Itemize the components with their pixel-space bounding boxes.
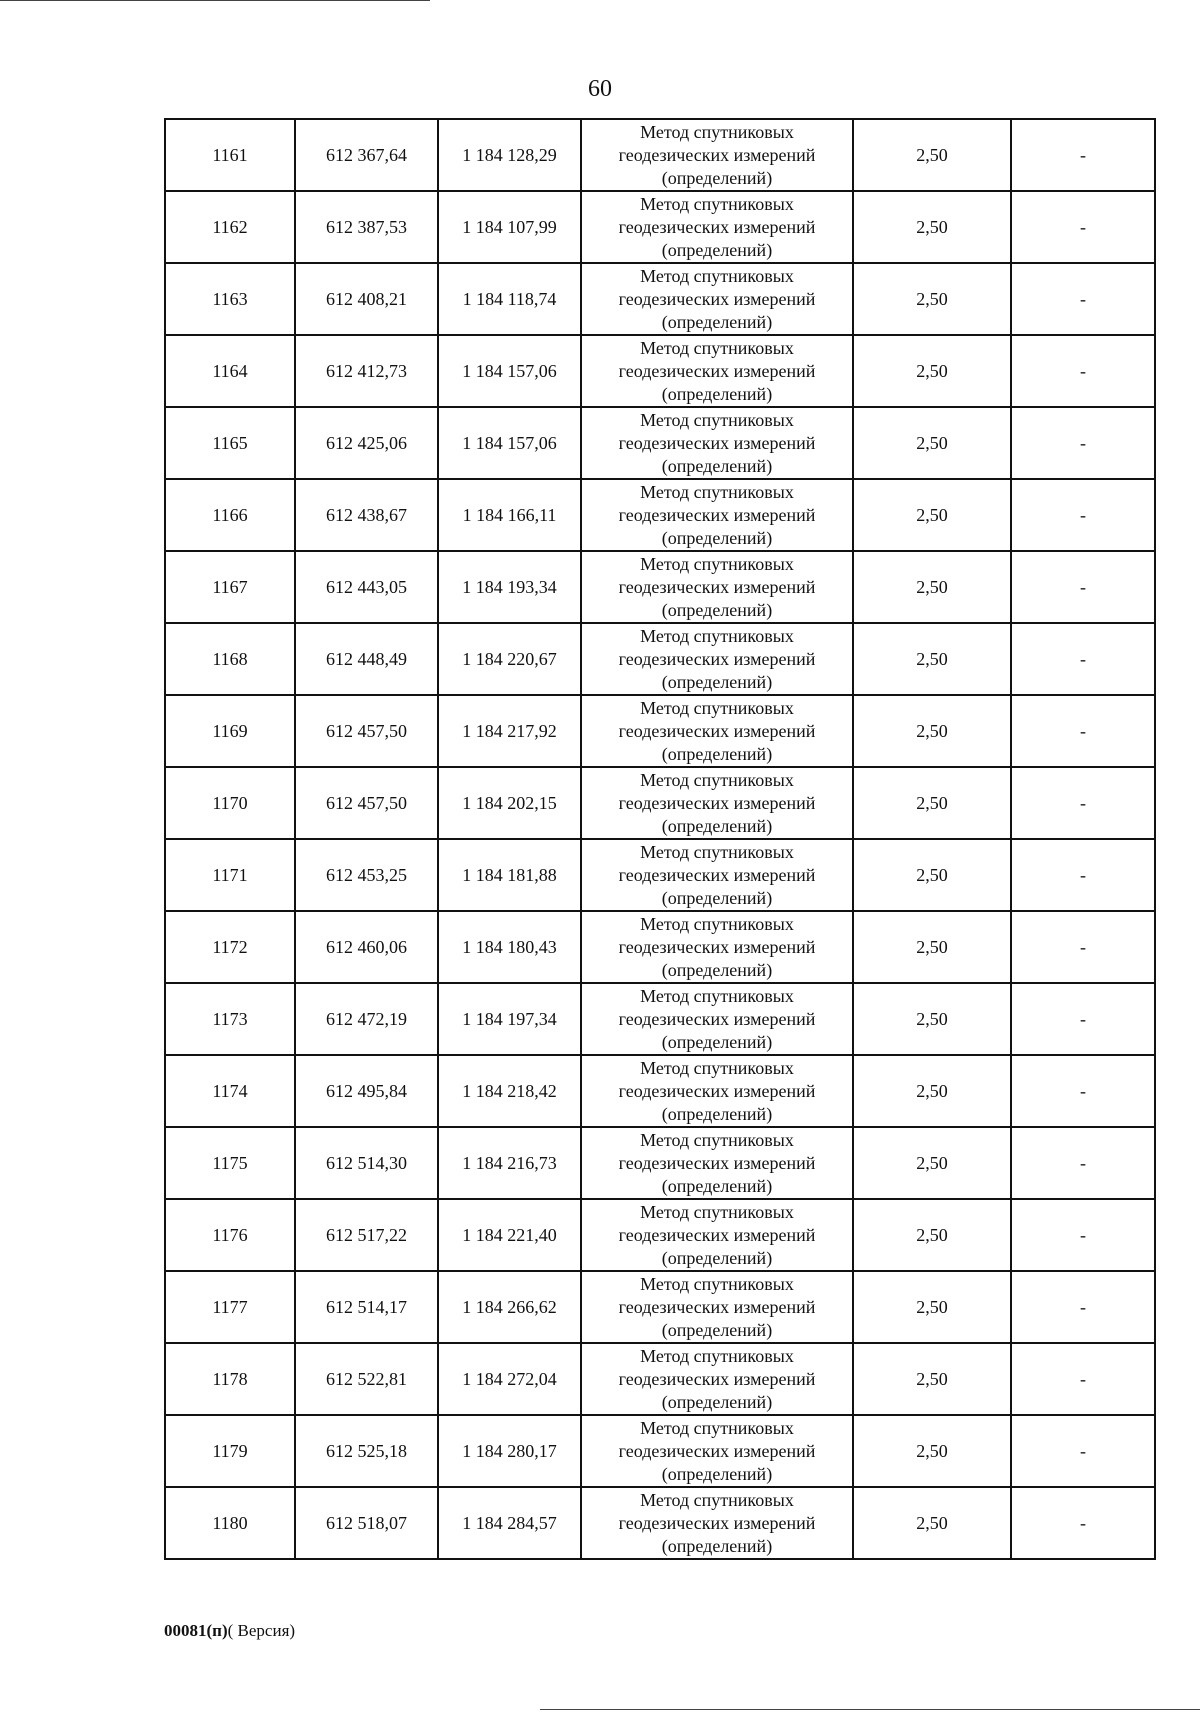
accuracy-cell: 2,50 <box>853 1271 1011 1343</box>
x-coordinate-cell: 612 367,64 <box>295 119 438 191</box>
y-coordinate-cell: 1 184 221,40 <box>438 1199 581 1271</box>
method-cell <box>581 263 853 335</box>
point-number-cell: 1174 <box>165 1055 295 1127</box>
point-number-cell: 1169 <box>165 695 295 767</box>
method-line: геодезических измерений <box>618 1152 816 1173</box>
method-line: геодезических измерений <box>618 576 816 597</box>
point-number-cell: 1161 <box>165 119 295 191</box>
dash-cell: - <box>1011 767 1155 839</box>
method-cell <box>581 1343 853 1415</box>
method-line: геодезических измерений <box>618 1296 816 1317</box>
table-row <box>165 911 1155 983</box>
top-rule <box>0 0 430 1</box>
method-line: (определений) <box>661 1319 773 1340</box>
table-row <box>165 551 1155 623</box>
dash-cell: - <box>1011 1055 1155 1127</box>
method-line: геодезических измерений <box>618 1512 816 1533</box>
accuracy-cell: 2,50 <box>853 263 1011 335</box>
method-line: (определений) <box>661 239 773 260</box>
accuracy-cell: 2,50 <box>853 767 1011 839</box>
y-coordinate-cell: 1 184 157,06 <box>438 335 581 407</box>
point-number-cell: 1179 <box>165 1415 295 1487</box>
x-coordinate-cell: 612 412,73 <box>295 335 438 407</box>
method-cell <box>581 983 853 1055</box>
point-number-cell: 1167 <box>165 551 295 623</box>
x-coordinate-cell: 612 517,22 <box>295 1199 438 1271</box>
y-coordinate-cell: 1 184 193,34 <box>438 551 581 623</box>
x-coordinate-cell: 612 425,06 <box>295 407 438 479</box>
dash-cell: - <box>1011 1343 1155 1415</box>
table-row <box>165 1199 1155 1271</box>
footer-version: ( Версия) <box>227 1621 296 1640</box>
accuracy-cell: 2,50 <box>853 911 1011 983</box>
method-line: геодезических измерений <box>618 360 816 381</box>
table-row <box>165 479 1155 551</box>
method-line: (определений) <box>661 671 773 692</box>
method-line: (определений) <box>661 1031 773 1052</box>
x-coordinate-cell: 612 472,19 <box>295 983 438 1055</box>
dash-cell: - <box>1011 623 1155 695</box>
method-line: геодезических измерений <box>618 1368 816 1389</box>
table-row <box>165 767 1155 839</box>
method-cell <box>581 695 853 767</box>
accuracy-cell: 2,50 <box>853 119 1011 191</box>
method-cell <box>581 1271 853 1343</box>
table-row <box>165 983 1155 1055</box>
accuracy-cell: 2,50 <box>853 839 1011 911</box>
method-cell <box>581 479 853 551</box>
footer-code: 00081(п) <box>164 1621 228 1640</box>
method-line: (определений) <box>661 383 773 404</box>
coordinates-table <box>164 118 1156 1560</box>
dash-cell: - <box>1011 335 1155 407</box>
method-line: Метод спутниковых <box>640 769 794 790</box>
method-line: Метод спутниковых <box>640 841 794 862</box>
accuracy-cell: 2,50 <box>853 1415 1011 1487</box>
dash-cell: - <box>1011 407 1155 479</box>
point-number-cell: 1168 <box>165 623 295 695</box>
accuracy-cell: 2,50 <box>853 695 1011 767</box>
dash-cell: - <box>1011 263 1155 335</box>
method-line: геодезических измерений <box>618 1080 816 1101</box>
footer-document-code <box>164 1620 295 1642</box>
dash-cell: - <box>1011 839 1155 911</box>
y-coordinate-cell: 1 184 272,04 <box>438 1343 581 1415</box>
method-line: (определений) <box>661 1175 773 1196</box>
accuracy-cell: 2,50 <box>853 1127 1011 1199</box>
point-number-cell: 1171 <box>165 839 295 911</box>
point-number-cell: 1162 <box>165 191 295 263</box>
accuracy-cell: 2,50 <box>853 479 1011 551</box>
method-line: Метод спутниковых <box>640 1129 794 1150</box>
method-line: Метод спутниковых <box>640 1345 794 1366</box>
method-line: (определений) <box>661 743 773 764</box>
method-line: геодезических измерений <box>618 432 816 453</box>
method-line: Метод спутниковых <box>640 265 794 286</box>
method-line: Метод спутниковых <box>640 193 794 214</box>
table-row <box>165 335 1155 407</box>
method-line: (определений) <box>661 1103 773 1124</box>
x-coordinate-cell: 612 514,17 <box>295 1271 438 1343</box>
method-line: Метод спутниковых <box>640 1489 794 1510</box>
dash-cell: - <box>1011 911 1155 983</box>
method-line: (определений) <box>661 1247 773 1268</box>
table-row <box>165 695 1155 767</box>
dash-cell: - <box>1011 1199 1155 1271</box>
method-line: (определений) <box>661 887 773 908</box>
method-cell <box>581 551 853 623</box>
bottom-rule <box>540 1709 1200 1710</box>
method-cell <box>581 407 853 479</box>
x-coordinate-cell: 612 443,05 <box>295 551 438 623</box>
method-cell <box>581 119 853 191</box>
table-row <box>165 839 1155 911</box>
y-coordinate-cell: 1 184 180,43 <box>438 911 581 983</box>
page-number: 60 <box>588 76 612 102</box>
method-line: Метод спутниковых <box>640 1273 794 1294</box>
method-cell <box>581 1127 853 1199</box>
point-number-cell: 1172 <box>165 911 295 983</box>
method-cell <box>581 623 853 695</box>
method-cell <box>581 1199 853 1271</box>
table-row <box>165 623 1155 695</box>
method-line: геодезических измерений <box>618 1008 816 1029</box>
method-line: Метод спутниковых <box>640 697 794 718</box>
y-coordinate-cell: 1 184 181,88 <box>438 839 581 911</box>
point-number-cell: 1164 <box>165 335 295 407</box>
point-number-cell: 1170 <box>165 767 295 839</box>
method-line: геодезических измерений <box>618 936 816 957</box>
dash-cell: - <box>1011 191 1155 263</box>
x-coordinate-cell: 612 387,53 <box>295 191 438 263</box>
table-row <box>165 1127 1155 1199</box>
table-row <box>165 1415 1155 1487</box>
table-row <box>165 1055 1155 1127</box>
x-coordinate-cell: 612 518,07 <box>295 1487 438 1559</box>
y-coordinate-cell: 1 184 218,42 <box>438 1055 581 1127</box>
x-coordinate-cell: 612 522,81 <box>295 1343 438 1415</box>
table-row <box>165 407 1155 479</box>
y-coordinate-cell: 1 184 157,06 <box>438 407 581 479</box>
method-line: геодезических измерений <box>618 144 816 165</box>
point-number-cell: 1163 <box>165 263 295 335</box>
x-coordinate-cell: 612 408,21 <box>295 263 438 335</box>
method-cell <box>581 839 853 911</box>
x-coordinate-cell: 612 514,30 <box>295 1127 438 1199</box>
method-line: (определений) <box>661 527 773 548</box>
method-line: геодезических измерений <box>618 1440 816 1461</box>
method-cell <box>581 1055 853 1127</box>
x-coordinate-cell: 612 448,49 <box>295 623 438 695</box>
y-coordinate-cell: 1 184 266,62 <box>438 1271 581 1343</box>
dash-cell: - <box>1011 1127 1155 1199</box>
method-line: геодезических измерений <box>618 1224 816 1245</box>
table-row <box>165 263 1155 335</box>
method-line: геодезических измерений <box>618 216 816 237</box>
method-line: (определений) <box>661 311 773 332</box>
y-coordinate-cell: 1 184 107,99 <box>438 191 581 263</box>
dash-cell: - <box>1011 551 1155 623</box>
point-number-cell: 1175 <box>165 1127 295 1199</box>
method-line: Метод спутниковых <box>640 1201 794 1222</box>
x-coordinate-cell: 612 457,50 <box>295 767 438 839</box>
method-line: (определений) <box>661 599 773 620</box>
y-coordinate-cell: 1 184 216,73 <box>438 1127 581 1199</box>
dash-cell: - <box>1011 119 1155 191</box>
x-coordinate-cell: 612 453,25 <box>295 839 438 911</box>
method-line: Метод спутниковых <box>640 409 794 430</box>
accuracy-cell: 2,50 <box>853 623 1011 695</box>
method-cell <box>581 1487 853 1559</box>
coordinates-table-body <box>165 119 1155 1559</box>
method-line: геодезических измерений <box>618 792 816 813</box>
y-coordinate-cell: 1 184 284,57 <box>438 1487 581 1559</box>
accuracy-cell: 2,50 <box>853 1487 1011 1559</box>
method-line: Метод спутниковых <box>640 337 794 358</box>
method-line: Метод спутниковых <box>640 553 794 574</box>
table-row <box>165 119 1155 191</box>
dash-cell: - <box>1011 983 1155 1055</box>
method-line: (определений) <box>661 1463 773 1484</box>
y-coordinate-cell: 1 184 217,92 <box>438 695 581 767</box>
x-coordinate-cell: 612 457,50 <box>295 695 438 767</box>
method-line: Метод спутниковых <box>640 481 794 502</box>
dash-cell: - <box>1011 695 1155 767</box>
method-line: Метод спутниковых <box>640 913 794 934</box>
y-coordinate-cell: 1 184 220,67 <box>438 623 581 695</box>
accuracy-cell: 2,50 <box>853 1343 1011 1415</box>
dash-cell: - <box>1011 1271 1155 1343</box>
table-row <box>165 1343 1155 1415</box>
method-line: геодезических измерений <box>618 288 816 309</box>
dash-cell: - <box>1011 479 1155 551</box>
method-cell <box>581 1415 853 1487</box>
method-line: (определений) <box>661 1535 773 1556</box>
method-line: геодезических измерений <box>618 720 816 741</box>
y-coordinate-cell: 1 184 128,29 <box>438 119 581 191</box>
x-coordinate-cell: 612 525,18 <box>295 1415 438 1487</box>
accuracy-cell: 2,50 <box>853 983 1011 1055</box>
x-coordinate-cell: 612 460,06 <box>295 911 438 983</box>
y-coordinate-cell: 1 184 118,74 <box>438 263 581 335</box>
table-row <box>165 191 1155 263</box>
point-number-cell: 1176 <box>165 1199 295 1271</box>
method-line: Метод спутниковых <box>640 985 794 1006</box>
accuracy-cell: 2,50 <box>853 335 1011 407</box>
method-cell <box>581 335 853 407</box>
accuracy-cell: 2,50 <box>853 551 1011 623</box>
method-line: (определений) <box>661 167 773 188</box>
point-number-cell: 1165 <box>165 407 295 479</box>
method-line: Метод спутниковых <box>640 121 794 142</box>
point-number-cell: 1178 <box>165 1343 295 1415</box>
point-number-cell: 1180 <box>165 1487 295 1559</box>
y-coordinate-cell: 1 184 166,11 <box>438 479 581 551</box>
method-cell <box>581 191 853 263</box>
point-number-cell: 1177 <box>165 1271 295 1343</box>
method-line: (определений) <box>661 815 773 836</box>
method-line: геодезических измерений <box>618 504 816 525</box>
y-coordinate-cell: 1 184 202,15 <box>438 767 581 839</box>
point-number-cell: 1173 <box>165 983 295 1055</box>
point-number-cell: 1166 <box>165 479 295 551</box>
method-cell <box>581 911 853 983</box>
y-coordinate-cell: 1 184 197,34 <box>438 983 581 1055</box>
method-line: Метод спутниковых <box>640 625 794 646</box>
x-coordinate-cell: 612 438,67 <box>295 479 438 551</box>
method-line: Метод спутниковых <box>640 1417 794 1438</box>
x-coordinate-cell: 612 495,84 <box>295 1055 438 1127</box>
accuracy-cell: 2,50 <box>853 407 1011 479</box>
y-coordinate-cell: 1 184 280,17 <box>438 1415 581 1487</box>
accuracy-cell: 2,50 <box>853 191 1011 263</box>
method-line: Метод спутниковых <box>640 1057 794 1078</box>
dash-cell: - <box>1011 1415 1155 1487</box>
accuracy-cell: 2,50 <box>853 1199 1011 1271</box>
method-line: геодезических измерений <box>618 864 816 885</box>
method-cell <box>581 767 853 839</box>
table-row <box>165 1271 1155 1343</box>
dash-cell: - <box>1011 1487 1155 1559</box>
method-line: геодезических измерений <box>618 648 816 669</box>
accuracy-cell: 2,50 <box>853 1055 1011 1127</box>
table-row <box>165 1487 1155 1559</box>
method-line: (определений) <box>661 1391 773 1412</box>
method-line: (определений) <box>661 455 773 476</box>
method-line: (определений) <box>661 959 773 980</box>
